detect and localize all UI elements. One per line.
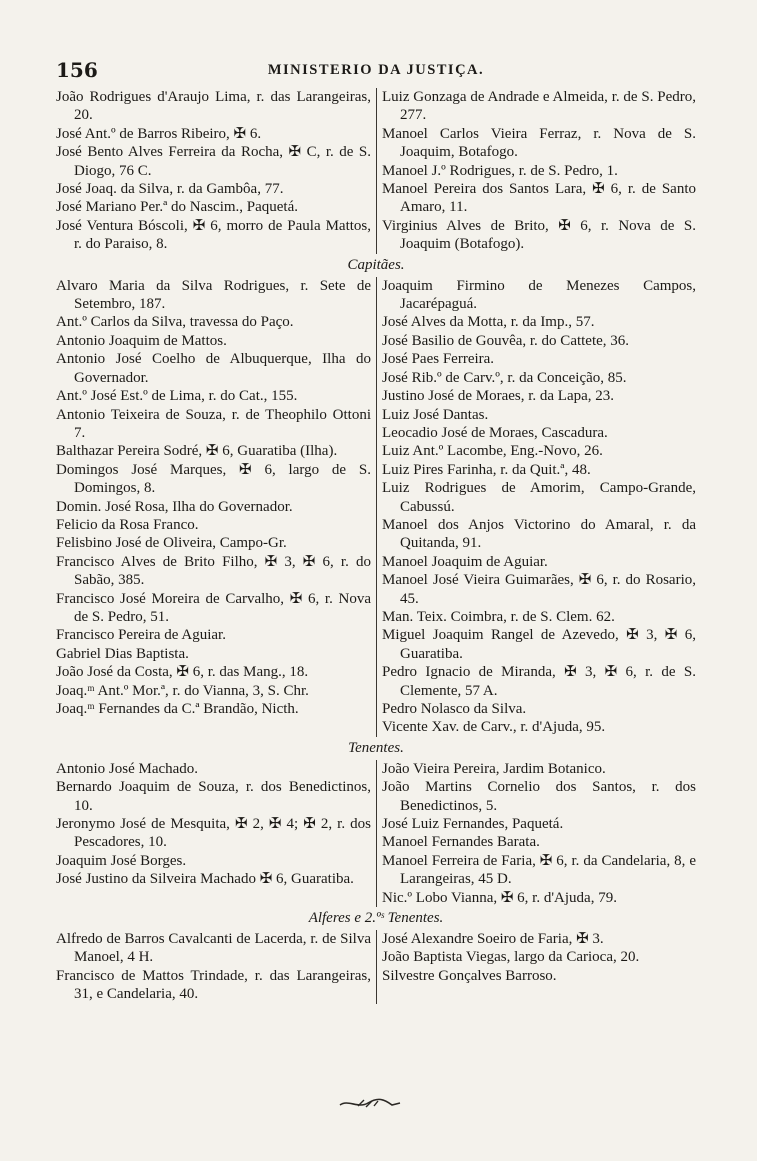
left-column <box>56 930 376 1004</box>
register-entry: João Martins Cornelio dos Santos, r. dos Benedictinos, 5. <box>382 779 696 814</box>
two-column-list <box>56 277 696 737</box>
register-entry: Francisco de Mattos Trindade, r. das Larangeiras, 31, e Candelaria, 40. <box>56 967 371 1003</box>
register-entry: José Ant.º de Barros Ribeiro, ✠ 6. <box>56 125 262 142</box>
register-entry: José Basilio de Gouvêa, r. do Cattete, 36. <box>382 332 630 349</box>
left-column <box>56 88 376 254</box>
page-header <box>56 58 696 88</box>
section-title: Tenentes. <box>348 739 404 756</box>
register-entry: Balthazar Pereira Sodré, ✠ 6, Guaratiba (Ilha). <box>56 443 338 460</box>
register-entry: Antonio Joaquim de Mattos. <box>56 332 227 349</box>
register-entry: Gabriel Dias Baptista. <box>56 645 189 662</box>
two-column-list <box>56 88 696 254</box>
register-entry: Manoel J.º Rodrigues, r. de S. Pedro, 1. <box>382 162 618 179</box>
register-entry: Joaquim José Borges. <box>56 852 187 869</box>
register-entry: José Alves da Motta, r. da Imp., 57. <box>382 314 595 331</box>
register-entry: José Bento Alves Ferreira da Rocha, ✠ C, r. de S. Diogo, 76 C. <box>56 144 371 179</box>
two-column-list <box>56 930 696 1004</box>
register-entry: Leocadio José de Moraes, Cascadura. <box>382 424 608 441</box>
register-entry: Luiz Ant.º Lacombe, Eng.-Novo, 26. <box>382 443 603 460</box>
register-entry: João Vieira Pereira, Jardim Botanico. <box>382 760 606 777</box>
register-entry: Felisbino José de Oliveira, Campo-Gr. <box>56 535 287 552</box>
register-entry: Virginius Alves de Brito, ✠ 6, r. Nova de S. Joaquim (Botafogo). <box>382 217 696 253</box>
register-entry: Luiz José Dantas. <box>382 406 489 423</box>
register-entry: Justino José de Moraes, r. da Lapa, 23. <box>382 388 615 405</box>
register-entry: Ant.º José Est.º de Lima, r. do Cat., 155. <box>56 388 298 405</box>
right-column <box>376 760 696 907</box>
register-entry: Manoel José Vieira Guimarães, ✠ 6, r. do Rosario, 45. <box>382 572 696 607</box>
register-entry: Miguel Joaquim Rangel de Azevedo, ✠ 3, ✠ 6, Guaratiba. <box>382 627 696 662</box>
register-entry: Antonio José Machado. <box>56 760 199 777</box>
register-entry: Luiz Pires Farinha, r. da Quit.ª, 48. <box>382 461 591 478</box>
register-entry: José Joaq. da Silva, r. da Gambôa, 77. <box>56 181 284 198</box>
register-entry: Nic.º Lobo Vianna, ✠ 6, r. d'Ajuda, 79. <box>382 889 617 906</box>
register-entry: Manoel Carlos Vieira Ferraz, r. Nova de S. Joaquim, Botafogo. <box>382 125 696 161</box>
register-entry: Ant.º Carlos da Silva, travessa do Paço. <box>56 314 294 331</box>
register-entry: José Paes Ferreira. <box>382 351 495 368</box>
register-entry: Joaquim Firmino de Menezes Campos, Jacarépaguá. <box>382 277 696 313</box>
left-column <box>56 760 376 907</box>
register-entry: Luiz Rodrigues de Amorim, Campo-Grande, Cabussú. <box>382 480 696 515</box>
register-entry: José Ventura Bóscoli, ✠ 6, morro de Paula Mattos, r. do Paraiso, 8. <box>56 217 371 253</box>
register-entry: José Mariano Per.ª do Nascim., Paquetá. <box>56 199 299 216</box>
running-title: MINISTERIO DA JUSTIÇA. <box>267 62 485 78</box>
register-entry: José Luiz Fernandes, Paquetá. <box>382 816 564 833</box>
register-entry: João José da Costa, ✠ 6, r. das Mang., 18. <box>56 664 309 681</box>
register-entry: João Baptista Viegas, largo da Carioca, 20. <box>382 949 640 966</box>
section-2 <box>56 737 696 907</box>
register-entry: Man. Teix. Coimbra, r. de S. Clem. 62. <box>382 608 615 625</box>
register-entry: Manoel Pereira dos Santos Lara, ✠ 6, r. de Santo Amaro, 11. <box>382 181 696 216</box>
printer-flourish-icon <box>338 1092 402 1116</box>
register-entry: Pedro Nolasco da Silva. <box>382 701 527 717</box>
register-entry: Manoel Joaquim de Aguiar. <box>382 553 548 570</box>
page-number: 156 <box>56 58 98 82</box>
register-entry: José Justino da Silveira Machado ✠ 6, Guaratiba. <box>56 871 354 888</box>
register-entry: Domingos José Marques, ✠ 6, largo de S. Domingos, 8. <box>56 461 371 497</box>
register-entry: Bernardo Joaquim de Souza, r. dos Benedictinos, 10. <box>56 779 371 814</box>
register-entry: Alvaro Maria da Silva Rodrigues, r. Sete de Setembro, 187. <box>56 277 371 313</box>
register-sections <box>56 88 696 1004</box>
register-entry: Manoel Ferreira de Faria, ✠ 6, r. da Candelaria, 8, e Larangeiras, 45 D. <box>382 852 696 888</box>
register-entry: Felicio da Rosa Franco. <box>56 516 199 533</box>
register-entry: Francisco José Moreira de Carvalho, ✠ 6, r. Nova de S. Pedro, 51. <box>56 590 371 625</box>
document-page <box>56 58 696 1004</box>
section-1 <box>56 254 696 737</box>
register-entry: Luiz Gonzaga de Andrade e Almeida, r. de S. Pedro, 277. <box>382 89 696 124</box>
right-column <box>376 88 696 254</box>
register-entry: Antonio Teixeira de Souza, r. de Theophilo Ottoni 7. <box>56 406 371 441</box>
register-entry: José Alexandre Soeiro de Faria, ✠ 3. <box>382 931 604 948</box>
register-entry: Alfredo de Barros Cavalcanti de Lacerda, r. de Silva Manoel, 4 H. <box>56 931 371 966</box>
left-column <box>56 277 376 737</box>
section-title: Capitães. <box>347 256 405 273</box>
register-entry: Vicente Xav. de Carv., r. d'Ajuda, 95. <box>382 719 606 736</box>
register-entry: José Rib.º de Carv.º, r. da Conceição, 85. <box>382 369 627 386</box>
register-entry: Joaq.ᵐ Ant.º Mor.ª, r. do Vianna, 3, S. Chr. <box>56 682 309 699</box>
two-column-list <box>56 760 696 907</box>
register-entry: Francisco Alves de Brito Filho, ✠ 3, ✠ 6, r. do Sabão, 385. <box>56 553 371 589</box>
section-3 <box>56 907 696 1004</box>
section-0 <box>56 88 696 254</box>
section-title: Alferes e 2.ºˢ Tenentes. <box>308 910 444 927</box>
right-column <box>376 930 696 1004</box>
register-entry: Antonio José Coelho de Albuquerque, Ilha do Governador. <box>56 351 371 386</box>
right-column <box>376 277 696 737</box>
register-entry: Joaq.ᵐ Fernandes da C.ª Brandão, Nicth. <box>56 701 299 717</box>
register-entry: Manoel Fernandes Barata. <box>382 834 540 851</box>
register-entry: João Rodrigues d'Araujo Lima, r. das Larangeiras, 20. <box>56 89 371 124</box>
register-entry: Silvestre Gonçalves Barroso. <box>382 967 557 984</box>
register-entry: Pedro Ignacio de Miranda, ✠ 3, ✠ 6, r. de S. Clemente, 57 A. <box>382 664 696 699</box>
register-entry: Domin. José Rosa, Ilha do Governador. <box>56 498 293 515</box>
register-entry: Jeronymo José de Mesquita, ✠ 2, ✠ 4; ✠ 2, r. dos Pescadores, 10. <box>56 816 371 851</box>
register-entry: Manoel dos Anjos Victorino do Amaral, r. da Quitanda, 91. <box>382 516 696 552</box>
register-entry: Francisco Pereira de Aguiar. <box>56 627 226 644</box>
